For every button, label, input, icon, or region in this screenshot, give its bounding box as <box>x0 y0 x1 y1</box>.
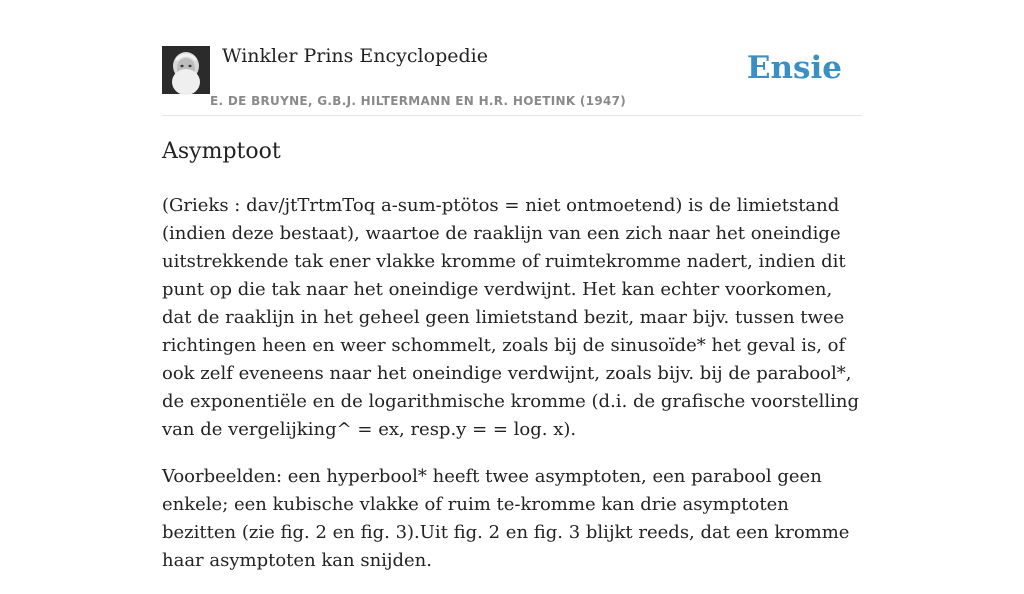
article-paragraph: Voorbeelden: een hyperbool* heeft twee asymptoten, een parabool geen enkele; een kubische vlakke of ruim te-kromme kan drie asymptoten bezitten (zie fig. 2 en fig. 3).Uit fig. 2 en fig. 3 blijkt reeds, dat een kromme haar asymptoten kan snijden. <box>162 466 850 571</box>
author-avatar <box>162 46 210 94</box>
author-portrait-icon <box>162 46 210 94</box>
site-title[interactable]: Winkler Prins Encyclopedie <box>222 45 488 67</box>
ensie-logo-link[interactable]: Ensie <box>746 50 842 86</box>
article-body <box>162 192 864 594</box>
site-header <box>162 0 862 116</box>
article-paragraph: (Grieks : dav/jtTrtmToq a-sum-ptötos = niet ontmoetend) is de limietstand (indien deze bestaat), waartoe de raaklijn van een zich naar het oneindige uitstrekkende tak ener vlakke kromme of ruimtekromme nadert, indien dit punt op die tak naar het oneindige verdwijnt. Het kan echter voorkomen, dat de raaklijn in het geheel geen limietstand bezit, maar bijv. tussen twee richtingen heen en weer schommelt, zoals bij de sinusoïde* het geval is, of ook zelf eveneens naar het oneindige verdwijnt, zoals bijv. bij de parabool*, de exponentiële en de logarithmische kromme (d.i. de grafische voorstelling van de vergelijking^ = ex, resp.y = = log. x). <box>162 195 860 440</box>
authors-credit: E. DE BRUYNE, G.B.J. HILTERMANN EN H.R. HOETINK (1947) <box>210 94 627 108</box>
article-title: Asymptoot <box>162 139 281 164</box>
